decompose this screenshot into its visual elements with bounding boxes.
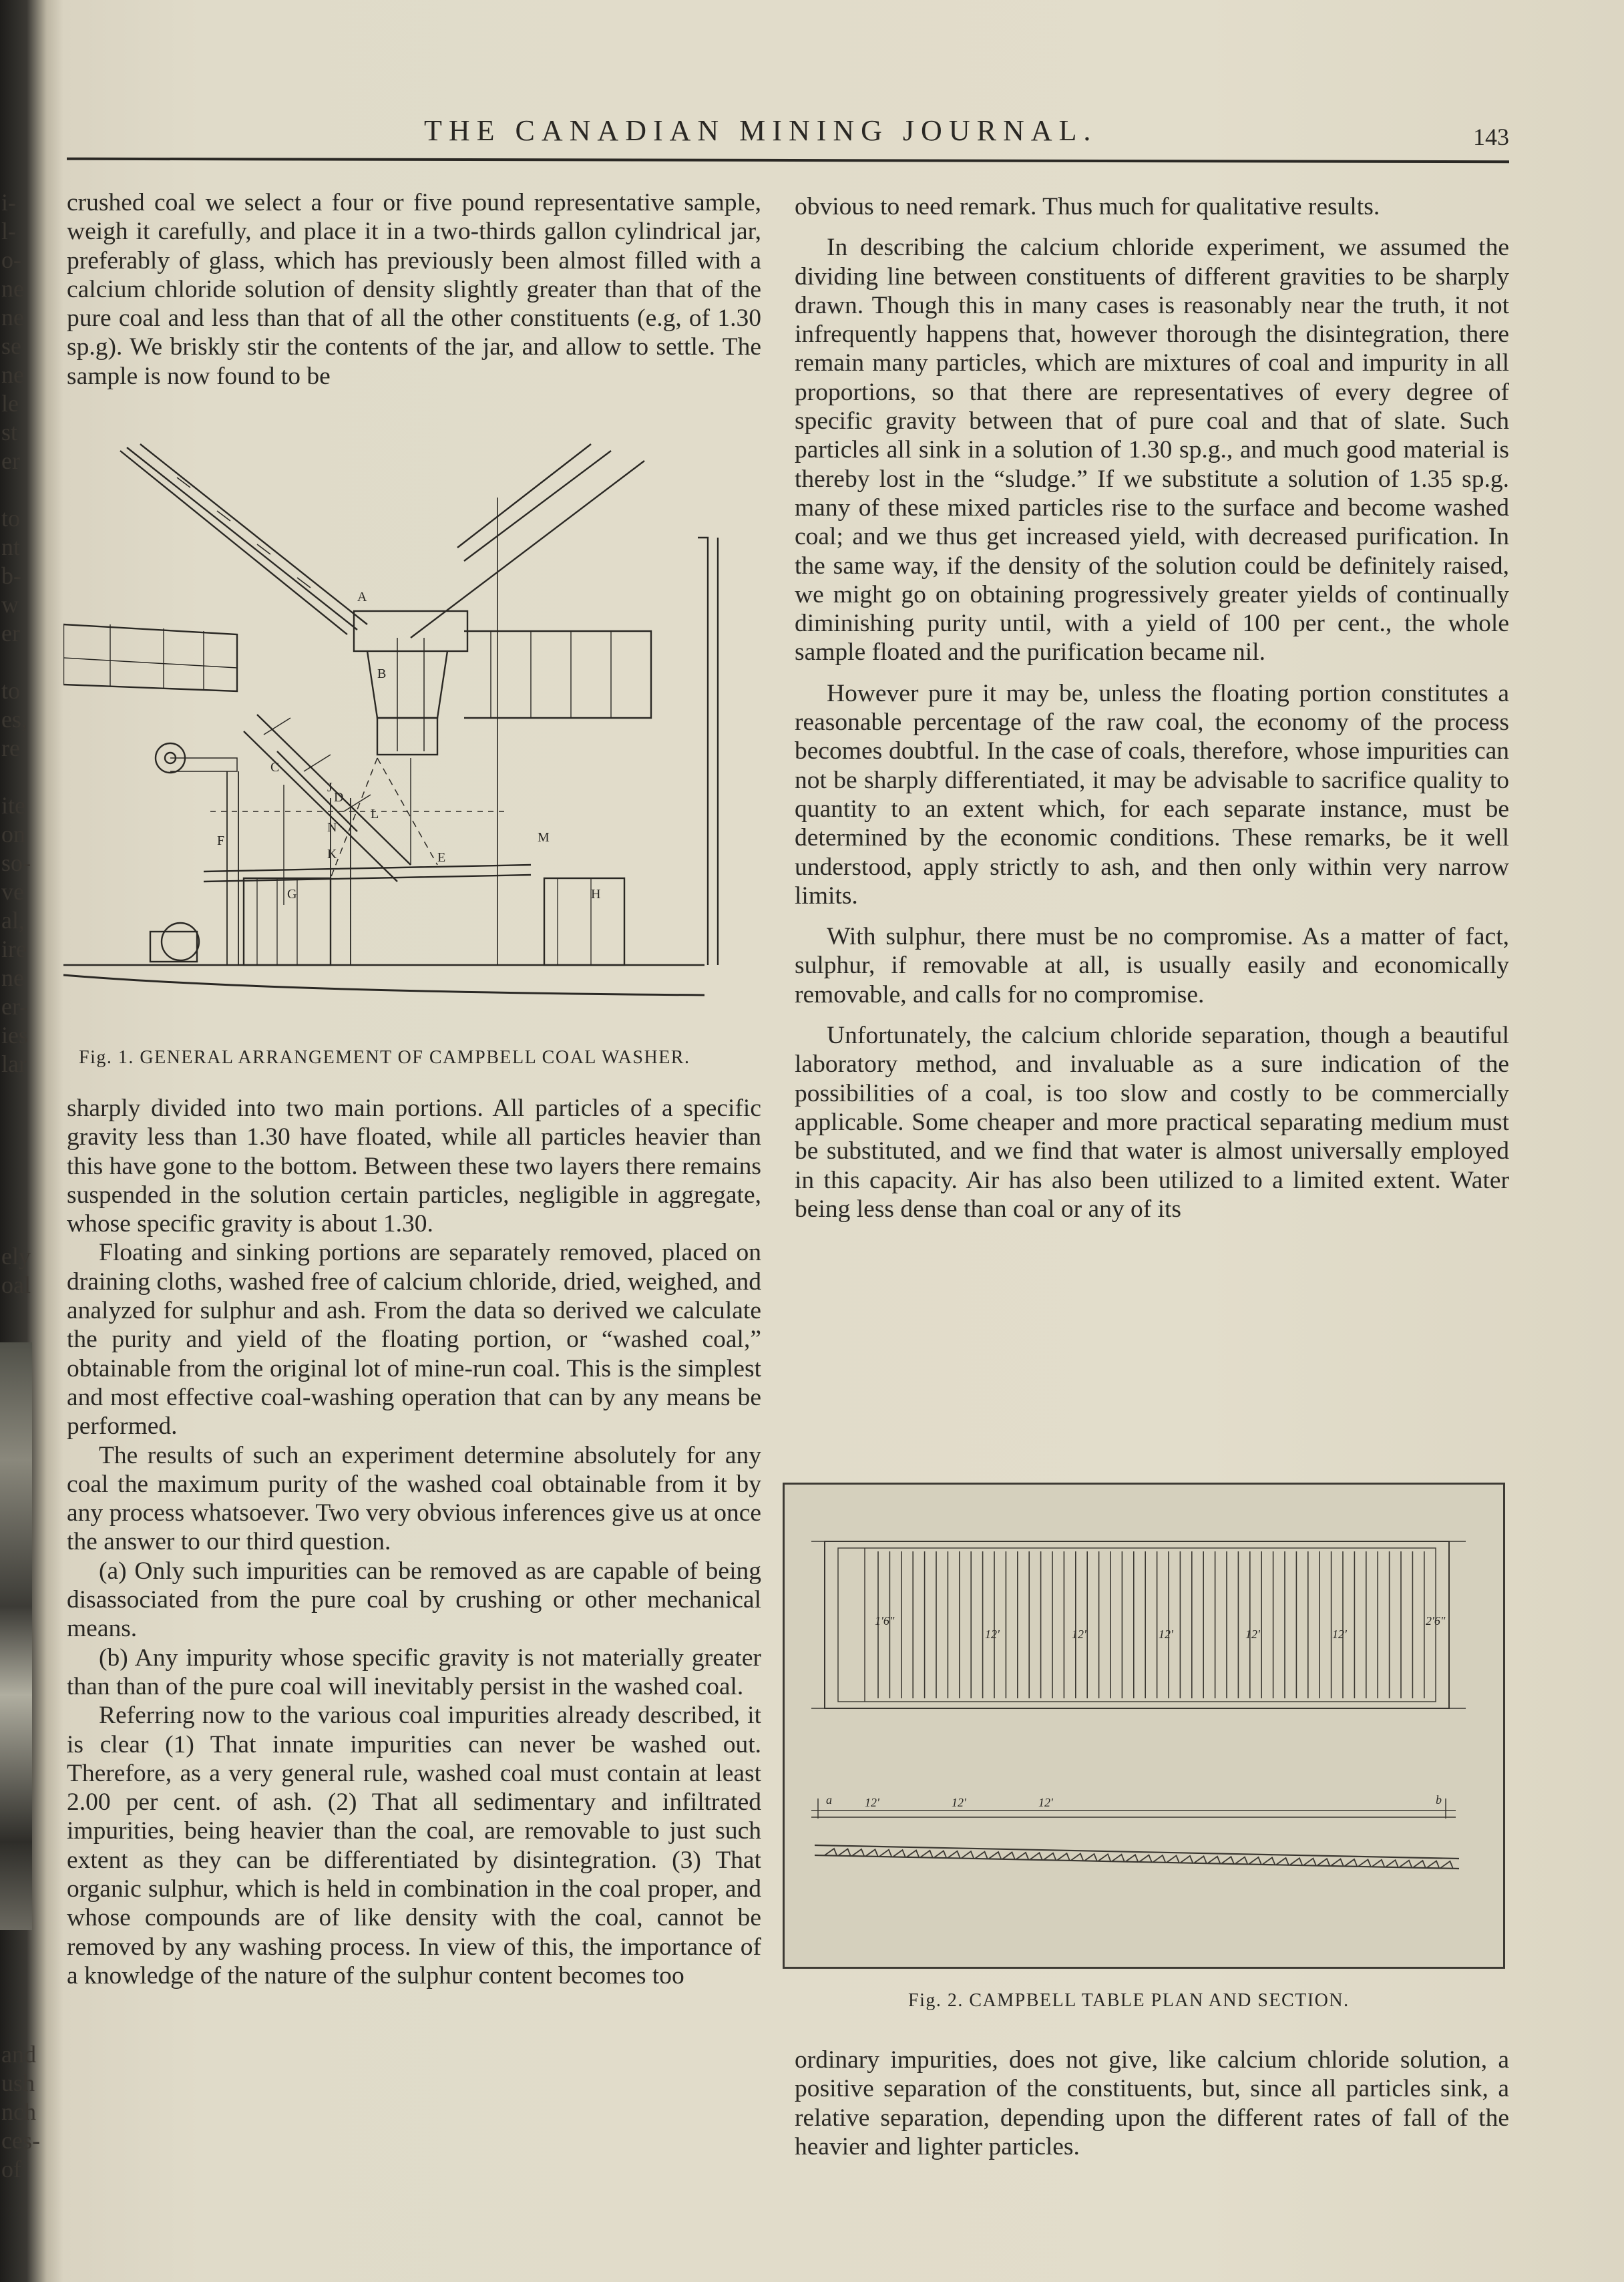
- facing-page-fragment: er: [1, 447, 20, 474]
- riffle-section: [1249, 1857, 1261, 1864]
- figure-2-caption-text: CAMPBELL TABLE PLAN AND SECTION.: [969, 1990, 1350, 2011]
- riffle-section: [976, 1852, 988, 1859]
- riffle-section: [1126, 1855, 1138, 1861]
- paragraph: (a) Only such impurities can be removed as are capable of being disassociated from the pure coal by crushing or other mechanical means.: [67, 1557, 761, 1643]
- figure-2-label: 12': [865, 1796, 879, 1809]
- figure-1-label: B: [377, 667, 387, 681]
- facing-page-fragment: l-: [1, 218, 16, 244]
- facing-page-fragment: st: [1, 419, 18, 445]
- facing-page-fragment: ne: [1, 361, 24, 388]
- facing-page-fragment: w: [1, 591, 19, 618]
- facing-page-fragment: ire: [1, 936, 27, 962]
- riffle-section: [1195, 1856, 1207, 1863]
- riffle-section: [1153, 1855, 1165, 1862]
- riffle-section: [962, 1851, 974, 1858]
- figure-2-caption-prefix: Fig. 2.: [908, 1990, 964, 2011]
- right-column-bottom-text: [795, 2046, 1509, 2161]
- facing-page-fragment: se: [1, 333, 21, 359]
- riffle-section: [1085, 1854, 1097, 1861]
- figure-2-photo-frame: [783, 1483, 1505, 1969]
- facing-page-fragment: oal: [1, 1272, 31, 1298]
- facing-page-fragment: ely: [1, 1243, 31, 1270]
- figure-1-label: F: [217, 833, 225, 848]
- riffle-section: [1235, 1857, 1247, 1864]
- facing-page-fragment: to: [1, 677, 21, 704]
- paragraph: sharply divided into two main portions. All particles of a specific gravity less than 1.30 have floated, while all particles heavier than this have gone to the bottom. Between these two layers there remains suspended in the solution certain particles, negligible in aggregate, whose specific gravity is about 1.30.: [67, 1095, 761, 1238]
- riffle-section: [1112, 1855, 1125, 1861]
- riffle-section: [1290, 1858, 1302, 1865]
- paragraph: Floating and sinking portions are separately removed, placed on draining cloths, washed free of calcium chloride, dried, weighed, and analyzed for sulphur and ash. From the data so derived we calculate the purity and yield of the floating portion, or “washed coal,” obtainable from the original lot of mine-run coal. This is the simplest and most effective coal-washing operation that can by any means be performed.: [67, 1239, 761, 1441]
- riffle-section: [1208, 1857, 1220, 1863]
- riffle-section: [934, 1851, 946, 1857]
- facing-page-fragment: and: [1, 2041, 36, 2068]
- facing-page-edge: [0, 0, 59, 2282]
- left-column-top-text: [67, 188, 761, 391]
- riffle-section: [1359, 1859, 1371, 1866]
- facing-page-fragment: ies: [1, 1022, 28, 1049]
- facing-page-fragment: er-: [1, 993, 28, 1020]
- facing-page-fragment: o-: [1, 246, 21, 273]
- facing-page-fragment: of: [1, 2156, 21, 2182]
- paragraph: With sulphur, there must be no compromise. As a matter of fact, sulphur, if removable at all, is usually easily and economically removable, and calls for no compromise.: [795, 923, 1509, 1008]
- riffle-section: [1181, 1856, 1193, 1863]
- figure-1-caption-prefix: Fig. 1.: [79, 1047, 134, 1068]
- riffle-section: [1304, 1859, 1316, 1865]
- facing-page-fragment: to: [1, 505, 21, 532]
- figure-2-label: a: [826, 1793, 832, 1806]
- facing-page-fragment: er: [1, 620, 20, 646]
- figure-2-label: 12': [1332, 1628, 1347, 1641]
- figure-1-label: D: [334, 790, 344, 805]
- facing-page-fragment: ne: [1, 304, 24, 331]
- riffle-section: [1222, 1857, 1234, 1863]
- running-header: [67, 114, 1529, 160]
- facing-page-fragment: re: [1, 735, 20, 761]
- riffle-section: [839, 1849, 851, 1855]
- riffle-section: [948, 1851, 960, 1858]
- riffle-section: [1003, 1852, 1015, 1859]
- riffle-section: [1016, 1853, 1028, 1859]
- riffle-section: [1167, 1856, 1179, 1863]
- figure-2-label: 12': [1245, 1628, 1260, 1641]
- facing-page-fragment: ne: [1, 275, 24, 302]
- riffle-section: [1414, 1861, 1426, 1867]
- facing-page-fragment: ush: [1, 2070, 35, 2096]
- facing-page-fragment: so-: [1, 849, 31, 876]
- facing-page-fragment: ces-: [1, 2127, 40, 2154]
- facing-page-fragment: nch: [1, 2098, 36, 2125]
- figure-2-label: 2'6": [1426, 1614, 1446, 1628]
- paragraph: crushed coal we select a four or five pound representative sample, weigh it carefully, and place it in a two-thirds gallon cylindrical jar, preferably of glass, which has previously been almost filled with a calcium chloride solution of density slightly greater than that of the pure coal and less than that of all the other constituents (e.g, of 1.30 sp.g). We briskly stir the contents of the jar, and allow to settle. The sample is now found to be: [67, 189, 761, 390]
- facing-page-fragment: ve: [1, 878, 24, 905]
- riffle-section: [1372, 1860, 1384, 1867]
- paragraph: The results of such an experiment determine absolutely for any coal the maximum purity of the washed coal obtainable from it by any process whatsoever. Two very obvious inferences give us at once the answer to our third question.: [67, 1441, 761, 1556]
- figure-2-caption: [908, 1990, 1350, 2012]
- paragraph: In describing the calcium chloride experiment, we assumed the dividing line between constituents of different gravities to be sharply drawn. Though this in many cases is reasonably near the truth, it not infrequently happens that, however thorough the disintegration, there remain many particles, which are mixtures of coal and impurity in all proportions, so that there are representatives of every degree of specific gravity between that of pure coal and that of slate. Such particles all sink in a solution of 1.30 sp.g., and much good material is thereby lost in the “sludge.” If we substitute a solution of 1.35 sp.g. many of these mixed particles rise to the surface and become washed coal; and we thus get increased yield, with decreased purification. In the same way, if the density of the solution could be definitely raised, we might go on obtaining progressively greater yields of continually diminishing purity until, with a yield of 100 per cent., the whole sample floated and the purification became nil.: [795, 234, 1509, 667]
- riffle-section: [1044, 1853, 1056, 1860]
- paragraph: Referring now to the various coal impurities already described, it is clear (1) That innate impurities can never be washed out. Therefore, as a very general rule, washed coal must contain at least 2.00 per cent. of ash. (2) That all sedimentary and infiltrated impurities, being heavier than the coal, are removable to just such extent as they can be differentiated by disintegration. (3) That organic sulphur, which is held in combination in the coal proper, and whose compounds are of like density with the coal, cannot be removed by any washing process. In view of this, the importance of a knowledge of the nature of the sulphur content becomes too: [67, 1702, 761, 1989]
- figure-2-table-plan-and-section: [785, 1485, 1503, 1967]
- riffle-section: [852, 1849, 864, 1856]
- figure-2-label: 12': [952, 1796, 966, 1809]
- riffle-section: [825, 1849, 837, 1855]
- facing-page-fragment: b-: [1, 562, 21, 589]
- riffle-section: [1441, 1861, 1453, 1868]
- paragraph: However pure it may be, unless the floating portion constitutes a reasonable percentage of the raw coal, the economy of the process becomes doubtful. In the case of coals, therefore, whose impurities can not be sharply differentiated, it may be advisable to sacrifice quality to quantity to an extent which, for each separate instance, must be determined by the economic conditions. These remarks, be it well understood, apply strictly to ash, and then only within very narrow limits.: [795, 679, 1509, 910]
- figure-1-label: H: [591, 887, 601, 902]
- paragraph: Unfortunately, the calcium chloride separation, though a beautiful laboratory method, and invaluable as a sure indication of the possibilities of a coal, is too slow and costly to be commercially applicable. Some cheaper and more practical separating medium must be substituted, and we find that water is almost universally employed in this capacity. Air has also been utilized to a limited extent. Water being less dense than coal or any of its: [795, 1022, 1509, 1223]
- riffle-section: [1058, 1853, 1070, 1860]
- figure-1-label: G: [287, 887, 297, 902]
- facing-page-fragment: nt: [1, 534, 21, 560]
- riffle-section: [1071, 1854, 1083, 1861]
- figure-1-caption: [79, 1047, 690, 1069]
- facing-page-fragment: ne: [1, 964, 24, 991]
- riffle-section: [879, 1850, 891, 1857]
- riffle-section: [1400, 1861, 1412, 1867]
- riffle-section: [1263, 1857, 1275, 1864]
- riffle-section: [1427, 1861, 1439, 1867]
- figure-1-label: E: [437, 850, 446, 865]
- page-number: 143: [1473, 124, 1509, 150]
- paragraph: (b) Any impurity whose specific gravity is not materially greater than than of the pure coal will inevitably persist in the washed coal.: [67, 1644, 761, 1700]
- riffle-section: [1140, 1855, 1152, 1862]
- figure-2-label: 12': [1072, 1628, 1086, 1641]
- facing-page-fragment: es,: [1, 706, 27, 733]
- facing-page-fragment: on: [1, 821, 25, 847]
- right-column-top-text: [795, 192, 1509, 1223]
- paragraph: obvious to need remark. Thus much for qualitative results.: [795, 193, 1380, 220]
- riffle-section: [907, 1851, 919, 1857]
- figure-2-label: 12': [1159, 1628, 1173, 1641]
- riffle-section: [1317, 1859, 1330, 1865]
- figure-1-label: N: [327, 820, 337, 835]
- riffle-section: [989, 1852, 1001, 1859]
- figure-1-label: M: [538, 830, 550, 845]
- facing-page-photo-fragment: [0, 1342, 32, 1930]
- paragraph: ordinary impurities, does not give, like calcium chloride solution, a positive separation of the constituents, but, since all particles sink, a relative separation, depending upon the different rates of fall of the heavier and lighter particles.: [795, 2046, 1509, 2160]
- figure-2-label: 12': [1038, 1796, 1053, 1809]
- figure-1-label: L: [371, 807, 379, 821]
- riffle-section: [1332, 1859, 1344, 1866]
- riffle-section: [1277, 1858, 1289, 1865]
- riffle-section: [1386, 1860, 1398, 1867]
- figure-2-label: 12': [985, 1628, 1000, 1641]
- figure-1-label: C: [270, 760, 280, 775]
- figure-1-label: K: [327, 847, 337, 862]
- facing-page-fragment: i-: [1, 189, 16, 216]
- riffle-section: [1030, 1853, 1042, 1859]
- facing-page-fragment: al,: [1, 907, 25, 934]
- riffle-section: [866, 1849, 878, 1856]
- figure-1-label: A: [357, 590, 367, 604]
- facing-page-fragment: lar: [1, 1051, 27, 1077]
- left-column-bottom-text: [67, 1094, 761, 1990]
- facing-page-fragment: le: [1, 390, 19, 417]
- figure-1-caption-text: GENERAL ARRANGEMENT OF CAMPBELL COAL WASHER.: [140, 1047, 690, 1068]
- figure-1-label: J: [327, 780, 333, 795]
- riffle-section: [1345, 1859, 1357, 1866]
- riffle-section: [893, 1850, 905, 1857]
- facing-page-fragment: ite: [1, 792, 25, 819]
- journal-title: THE CANADIAN MINING JOURNAL.: [424, 114, 1098, 147]
- figure-2-label: b: [1436, 1793, 1442, 1806]
- riffle-section: [921, 1851, 933, 1857]
- figure-2-label: 1'6": [875, 1614, 895, 1628]
- riffle-section: [1098, 1854, 1110, 1861]
- figure-1-coal-washer-drawing: [63, 437, 765, 1018]
